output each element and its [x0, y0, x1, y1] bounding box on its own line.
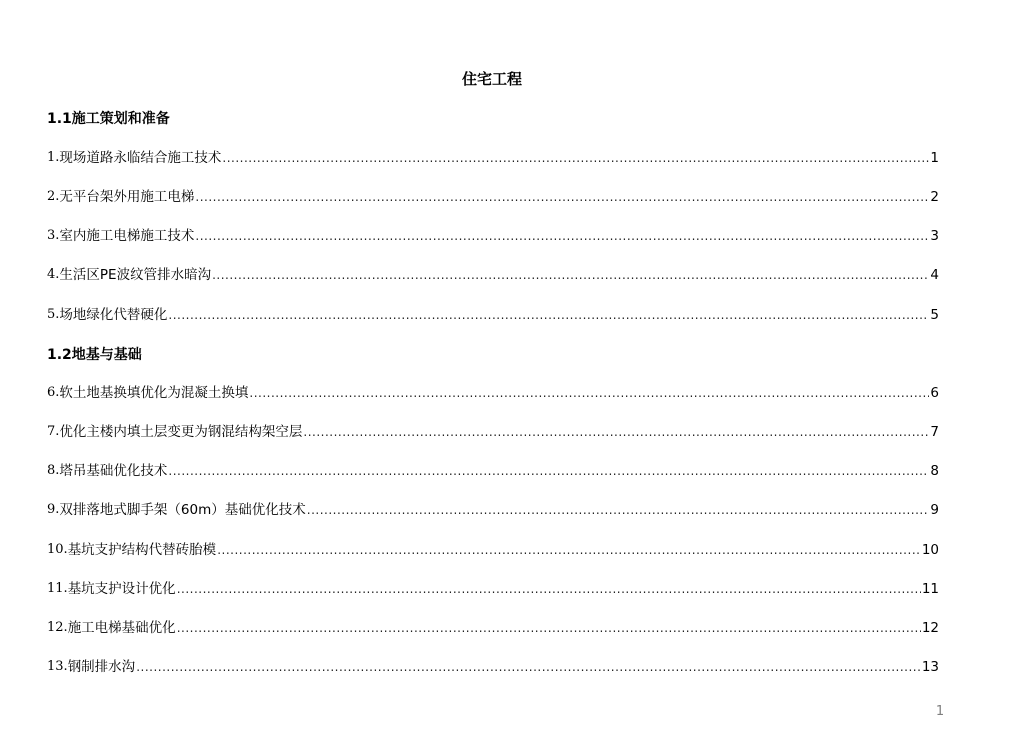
section-heading-1-1: 1.1施工策划和准备 — [47, 111, 170, 127]
toc-entry-2[interactable] — [47, 187, 939, 207]
toc-entry-title: 基坑支护结构代替砖胎模 — [67, 542, 217, 558]
toc-entry-title: 场地绿化代替硬化 — [59, 307, 168, 323]
toc-entry-page: 12 — [921, 620, 939, 636]
toc-entry-page: 3 — [930, 228, 939, 244]
dot-leader — [168, 305, 929, 325]
section-heading-1-2: 1.2地基与基础 — [47, 347, 142, 363]
toc-entry-number: 6. — [47, 385, 60, 400]
toc-entry-1[interactable] — [47, 148, 939, 168]
dot-leader — [168, 461, 929, 481]
toc-entry-page: 7 — [930, 424, 939, 440]
toc-entry-title: 软土地基换填优化为混凝土换填 — [59, 385, 249, 401]
toc-entry-10[interactable] — [47, 540, 939, 560]
toc-entry-page: 8 — [930, 463, 939, 479]
dot-leader — [177, 579, 921, 599]
toc-entry-number: 4. — [47, 267, 60, 282]
toc-entry-page: 11 — [921, 581, 939, 597]
toc-entry-number: 10. — [47, 542, 68, 557]
toc-entry-title: 双排落地式脚手架（60m）基础优化技术 — [59, 502, 306, 518]
toc-entry-number: 7. — [47, 424, 60, 439]
toc-entry-number: 1. — [47, 150, 60, 165]
toc-entry-title: 施工电梯基础优化 — [67, 620, 176, 636]
toc-entry-title: 室内施工电梯施工技术 — [59, 228, 195, 244]
toc-entry-number: 8. — [47, 463, 60, 478]
toc-entry-page: 4 — [930, 267, 939, 283]
dot-leader — [136, 657, 921, 677]
dot-leader — [307, 500, 930, 520]
toc-entry-6[interactable] — [47, 383, 939, 403]
toc-entry-11[interactable] — [47, 579, 939, 599]
toc-entry-page: 6 — [930, 385, 939, 401]
dot-leader — [222, 148, 929, 168]
dot-leader — [212, 265, 929, 285]
toc-entry-title: 塔吊基础优化技术 — [59, 463, 168, 479]
toc-entry-title: 优化主楼内填土层变更为钢混结构架空层 — [59, 424, 303, 440]
toc-entry-13[interactable] — [47, 657, 939, 677]
toc-entry-page: 2 — [930, 189, 939, 205]
toc-entry-9[interactable] — [47, 500, 939, 520]
toc-entry-number: 5. — [47, 307, 60, 322]
toc-entry-title: 生活区PE波纹管排水暗沟 — [59, 267, 212, 283]
toc-entry-title: 无平台架外用施工电梯 — [59, 189, 195, 205]
dot-leader — [195, 187, 929, 207]
toc-entry-number: 2. — [47, 189, 60, 204]
toc-entry-title: 钢制排水沟 — [67, 659, 136, 675]
toc-entry-number: 3. — [47, 228, 60, 243]
toc-entry-number: 12. — [47, 620, 68, 635]
toc-entry-number: 11. — [47, 581, 68, 596]
toc-entry-title: 基坑支护设计优化 — [67, 581, 176, 597]
page-number: 1 — [935, 704, 945, 719]
toc-entry-4[interactable] — [47, 265, 939, 285]
toc-entry-page: 13 — [921, 659, 939, 675]
dot-leader — [249, 383, 929, 403]
toc-entry-3[interactable] — [47, 226, 939, 246]
toc-entry-page: 5 — [930, 307, 939, 323]
toc-entry-7[interactable] — [47, 422, 939, 442]
toc-entry-12[interactable] — [47, 618, 939, 638]
toc-entry-8[interactable] — [47, 461, 939, 481]
toc-entry-number: 13. — [47, 659, 68, 674]
toc-entry-number: 9. — [47, 502, 60, 517]
toc-entry-page: 9 — [930, 502, 939, 518]
dot-leader — [217, 540, 921, 560]
document-title: 住宅工程 — [461, 70, 522, 88]
toc-entry-page: 1 — [930, 150, 939, 166]
dot-leader — [195, 226, 929, 246]
dot-leader — [177, 618, 921, 638]
toc-entry-5[interactable] — [47, 305, 939, 325]
dot-leader — [303, 422, 929, 442]
toc-entry-title: 现场道路永临结合施工技术 — [59, 150, 222, 166]
toc-entry-page: 10 — [921, 542, 939, 558]
